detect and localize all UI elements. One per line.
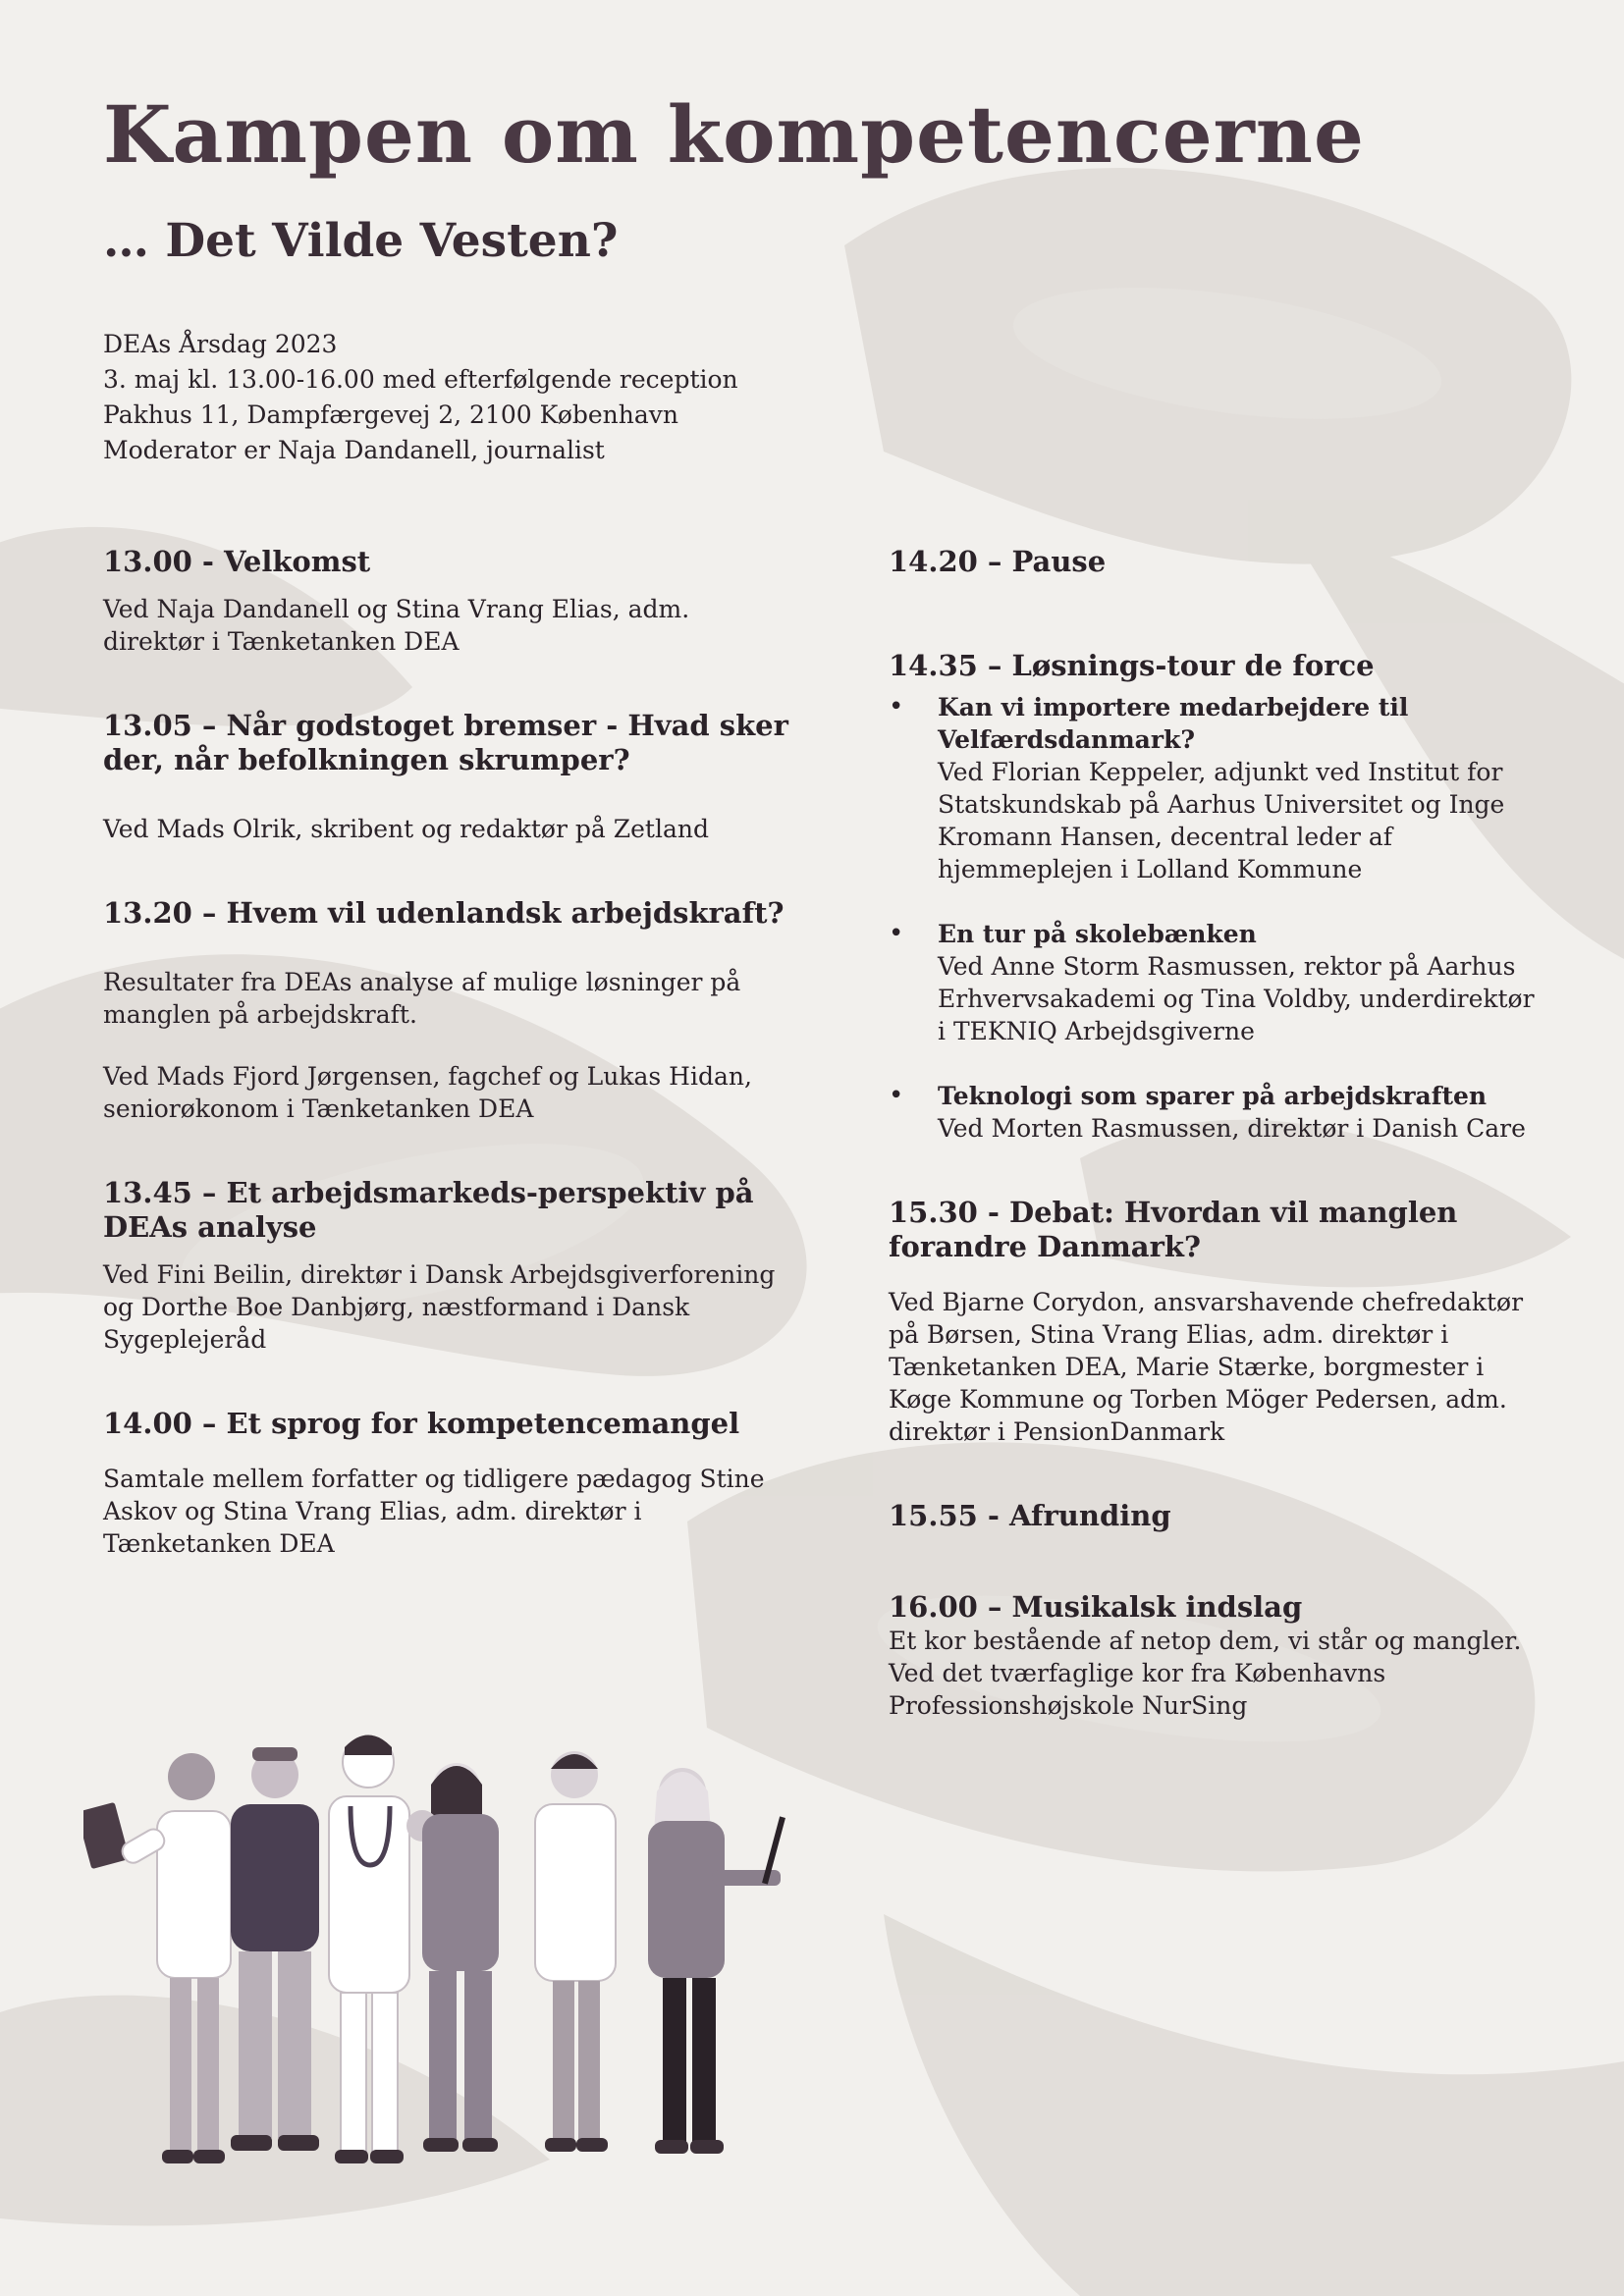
tour-item (889, 918, 1537, 1047)
program-item-text: Ved Fini Beilin, direktør i Dansk Arbejdsgiverforening og Dorthe Boe Danbjørg, næstformand i Dansk Sygeplejeråd (103, 1260, 776, 1354)
program-item-language (103, 1407, 790, 1560)
tour-item-title: Teknologi som sparer på arbejdskraften (938, 1082, 1488, 1110)
event-name: DEAs Årsdag 2023 (103, 330, 338, 358)
program-item-text: Ved Bjarne Corydon, ansvarshavende chefredaktør på Børsen, Stina Vrang Elias, adm. direktør i Tænketanken DEA, Marie Stærke, borgmester i Køge Kommune og Torben Möger Pedersen, adm. direktør i PensionDanmark (889, 1288, 1524, 1446)
program-item-foreign-labour (103, 896, 790, 1125)
tour-item-text: Ved Florian Keppeler, adjunkt ved Institut for Statskundskab på Aarhus Universitet og Inge Kromann Hansen, decentral leder af hjemmeplejen i Lolland Kommune (938, 758, 1505, 883)
person-illustration (231, 1747, 319, 2151)
program-item-solutions-tour (889, 649, 1537, 1145)
event-moderator: Moderator er Naja Dandanell, journalist (103, 436, 605, 464)
page-title: Kampen om kompetencerne (103, 88, 1365, 181)
program-item-music (889, 1590, 1537, 1722)
bullet-icon: • (889, 692, 904, 721)
person-illustration (83, 1753, 231, 2163)
program-item-text: Resultater fra DEAs analyse af mulige løsninger på manglen på arbejdskraft. (103, 968, 741, 1029)
event-date-time: 3. maj kl. 13.00-16.00 med efterfølgende reception (103, 365, 738, 394)
tour-item-text: Ved Morten Rasmussen, direktør i Danish Care (938, 1114, 1526, 1143)
program-item-pause (889, 545, 1537, 579)
program-item-freight-train (103, 709, 790, 845)
program-item-text: Samtale mellem forfatter og tidligere pædagog Stine Askov og Stina Vrang Elias, adm. direktør i Tænketanken DEA (103, 1465, 765, 1558)
program-item-heading: 13.00 - Velkomst (103, 545, 371, 578)
program-item-heading: 13.05 – Når godstoget bremser - Hvad sker der, når befolkningen skrumper? (103, 709, 788, 776)
bullet-icon: • (889, 1081, 904, 1110)
program-item-heading: 14.20 – Pause (889, 545, 1107, 578)
program-item-debate (889, 1196, 1537, 1448)
person-illustration (535, 1751, 616, 2152)
program-item-closing (889, 1499, 1537, 1533)
page-subtitle: … Det Vilde Vesten? (103, 214, 619, 268)
program-item-heading: 13.20 – Hvem vil udenlandsk arbejdskraft? (103, 896, 785, 930)
program-item-text: Et kor bestående af netop dem, vi står og mangler. (889, 1627, 1522, 1655)
program-right-column (889, 545, 1537, 1722)
tour-item (889, 691, 1537, 885)
program-item-text: Ved det tværfaglige kor fra Københavns Professionshøjskole NurSing (889, 1659, 1386, 1720)
person-illustration (648, 1768, 785, 2154)
program-item-heading: 14.35 – Løsnings-tour de force (889, 649, 1375, 682)
person-illustration (406, 1763, 499, 2152)
program-item-text: Ved Mads Fjord Jørgensen, fagchef og Lukas Hidan, seniorøkonom i Tænketanken DEA (103, 1062, 752, 1123)
bullet-icon: • (889, 919, 904, 948)
program-item-heading: 15.55 - Afrunding (889, 1499, 1171, 1532)
program-item-heading: 15.30 - Debat: Hvordan vil manglen forandre Danmark? (889, 1196, 1458, 1263)
event-info (103, 327, 738, 468)
program-item-labour-market (103, 1176, 790, 1356)
person-illustration (329, 1735, 409, 2164)
tour-item-title: En tur på skolebænken (938, 920, 1257, 948)
program-item-text: Ved Mads Olrik, skribent og redaktør på Zetland (103, 815, 709, 843)
program-item-heading: 13.45 – Et arbejdsmarkeds-perspektiv på DEAs analyse (103, 1176, 754, 1244)
program-item-welcome (103, 545, 790, 658)
tour-item (889, 1080, 1537, 1145)
event-location: Pakhus 11, Dampfærgevej 2, 2100 København (103, 400, 678, 429)
program-left-column (103, 545, 790, 1560)
tour-item-title: Kan vi importere medarbejdere til Velfærdsdanmark? (938, 693, 1409, 754)
program-item-heading: 16.00 – Musikalsk indslag (889, 1590, 1303, 1624)
people-illustration (83, 1718, 830, 2179)
program-item-heading: 14.00 – Et sprog for kompetencemangel (103, 1407, 740, 1440)
program-item-text: Ved Naja Dandanell og Stina Vrang Elias, adm. direktør i Tænketanken DEA (103, 595, 690, 656)
tour-item-text: Ved Anne Storm Rasmussen, rektor på Aarhus Erhvervsakademi og Tina Voldby, underdirektør i TEKNIQ Arbejdsgiverne (938, 952, 1535, 1045)
